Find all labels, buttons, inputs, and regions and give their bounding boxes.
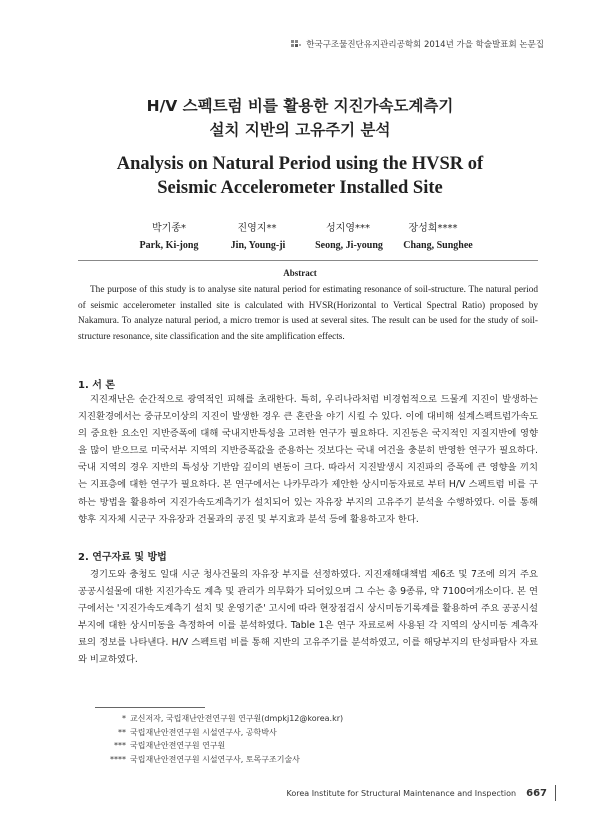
author-ko-4: 장성희**** (408, 223, 458, 234)
footnote-divider (95, 707, 205, 708)
footnote-text: 국립재난안전연구원 시설연구사, 공학박사 (130, 727, 277, 737)
author-en-2: Jin, Young-ji (230, 240, 286, 251)
author-en-1: Park, Ki-jong (139, 240, 199, 251)
footnote-2 (84, 726, 343, 740)
abstract-text: The purpose of this study is to analyse site natural period for estimating resonance of soil-structure. The natural period of seismic accelerometer installed site is calculated with HVSR(Horizontal to Vertical Spectral Ratio) proposed by Nakamura. To analyze natural period, a micro tremor is used at several sites. The result can be used for the study of soil-structure resonance, site classification and the site amplification effects. (78, 285, 538, 342)
page-number: 667 (526, 787, 547, 799)
footer-bar (555, 785, 556, 801)
footnote-mark: ** (118, 727, 126, 737)
running-header (291, 38, 544, 50)
footer-text: Korea Institute for Structural Maintenance and Inspection (286, 788, 517, 798)
divider (78, 260, 538, 261)
footnotes (84, 712, 343, 766)
author-en-3: Seong, Ji-young (315, 240, 383, 251)
title-korean-line2: 설치 지반의 고유주기 분석 (209, 121, 391, 139)
header-text: 한국구조물진단유지관리공학회 2014년 가을 학술발표회 논문집 (306, 40, 544, 50)
footnote-4 (84, 753, 343, 767)
dotted-square-icon (291, 40, 302, 49)
footnote-1 (84, 712, 343, 726)
section2-heading: 2. 연구자료 및 방법 (78, 552, 167, 563)
title-english (0, 152, 600, 200)
footnote-text: 국립재난안전연구원 연구원 (130, 741, 226, 750)
title-korean-line1: H/V 스펙트럼 비를 활용한 지진가속도계측기 (146, 97, 454, 115)
footnote-mark: **** (110, 754, 126, 764)
title-english-line2: Seismic Accelerometer Installed Site (157, 178, 443, 198)
section2-body: 경기도와 충청도 일대 시군 청사건물의 자유장 부지를 선정하였다. 지진재해대책법 제6조 및 7조에 의거 주요 공공시설물에 대한 지진가속도 계측 및 관리가 의무화가 되어있으며 그 수는 총 9종류, 약 7100여개소이다. 본 연구에서는 '지진가속도계측기 설치 및 운영기준' 고시에 따라 현장점검시 상시미동기록계를 활용하여 주요 공공시설 부지에 대한 상시미동을 측정하여 이를 분석하였다. Table 1은 연구 자료로써 사용된 각 지역의 상시미동 계측자료의 정보를 나타낸다. H/V 스펙트럼 비를 통해 지반의 고유주기를 분석하였고, 이를 해당부지의 탄성파탐사 자료와 비교하였다. (78, 569, 538, 666)
footnote-3 (84, 739, 343, 753)
author-ko-1: 박기종* (152, 223, 186, 234)
section1-body: 지진재난은 순간적으로 광역적인 피해를 초래한다. 특히, 우리나라처럼 비경험적으로 드물게 지진이 발생하는 지진환경에서는 중규모이상의 지진이 발생한 경우 큰 혼란을 야기 시킬 수 있다. 이에 대비해 설계스펙트럼가속도의 중요한 요소인 지반증폭에 대해 국내지반특성을 고려한 연구가 필요하다. 지진동은 국지적인 지질지반에 영향을 많이 받으므로 미국서부 지역의 지반증폭값을 준용하는 것보다는 국내 여건을 충분히 반영한 연구가 필요하다. 국내 지역의 경우 지반의 특성상 기반암 깊이의 변동이 크다. 따라서 지진발생시 지진파의 증폭에 큰 영향을 끼치는 지표층에 대한 연구가 필요하다. 본 연구에서는 나카무라가 제안한 상시미동자료로 부터 H/V 스펙트럼 비를 구하는 방법을 활용하여 지진가속도계측기가 설치되어 있는 자유장 부지의 고유주기 분석을 수행하였다. 이를 통해 향후 지자체 시군구 자유장과 건물과의 공진 및 부지효과 분석 등에 활용하고자 한다. (78, 394, 538, 525)
footnote-text: 교신저자, 국립재난안전연구원 연구원(dmpkj12@korea.kr) (130, 714, 344, 723)
author-en-4: Chang, Sunghee (403, 240, 473, 251)
footnote-text: 국립재난안전연구원 시설연구사, 토목구조기술사 (130, 754, 300, 764)
author-ko-2: 진영지** (237, 223, 277, 234)
page-footer (286, 785, 556, 801)
footnote-mark: * (122, 714, 126, 723)
title-korean (0, 94, 600, 142)
footnote-mark: *** (114, 741, 126, 750)
abstract-heading: Abstract (283, 268, 317, 278)
section1-heading: 1. 서 론 (78, 380, 116, 391)
title-english-line1: Analysis on Natural Period using the HVSR of (116, 154, 484, 174)
author-ko-3: 성지영*** (326, 223, 370, 234)
